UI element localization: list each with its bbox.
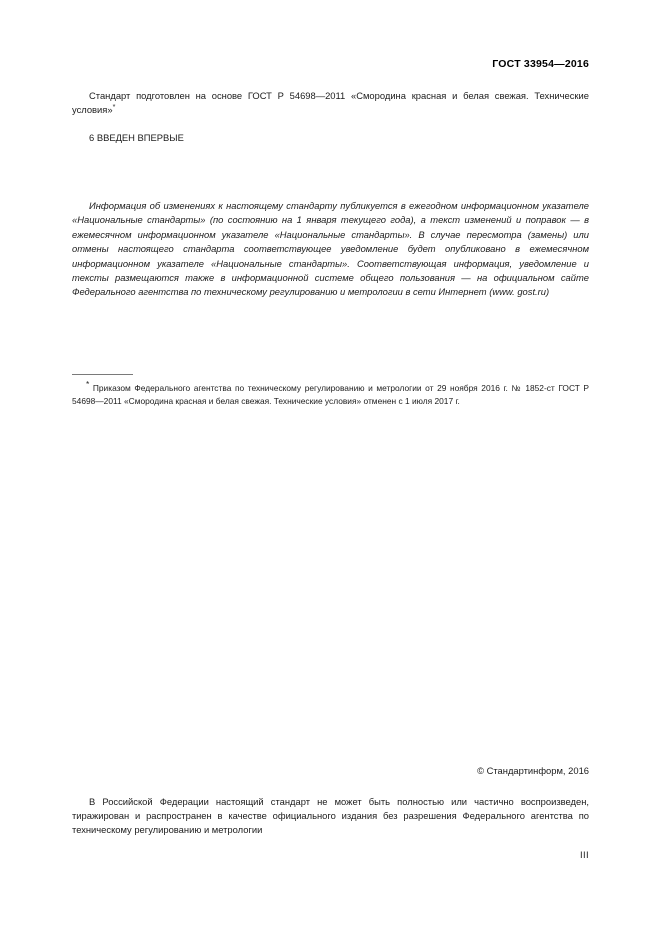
footnote-body xyxy=(72,379,590,407)
introduction-clause: 6 ВВЕДЕН ВПЕРВЫЕ xyxy=(89,132,184,143)
source-standard-note xyxy=(72,89,589,117)
footnote-section xyxy=(72,374,589,407)
footnote-marker: * xyxy=(86,379,90,390)
reproduction-notice: В Российской Федерации настоящий стандарт не может быть полностью или частично воспроизведен, тиражирован и распространен в качестве официального издания без разрешения Федерального агентства по техническому регулированию и метрологии xyxy=(72,796,589,836)
footnote-text: Приказом Федерального агентства по техническому регулированию и метрологии от 29 ноября 2016 г. № 1852-ст ГОСТ Р 54698—2011 «Смородина красная и белая свежая. Технические условия» отменен с 1 июля 2017 г. xyxy=(72,383,590,406)
amendment-notice: Информация об изменениях к настоящему стандарту публикуется в ежегодном информационном указателе «Национальные стандарты» (по состоянию на 1 января текущего года), а текст изменений и поправок — в ежемесячном информационном указателе «Национальные стандарты». В случае пересмотра (замены) или отмены настоящего стандарта соответствующее уведомление будет опубликовано в ежемесячном информационном указателе «Национальные стандарты». Соответствующая информация, уведомление и тексты размещаются также в информационной системе общего пользования — на официальном сайте Федерального агентства по техническому регулированию и метрологии в сети Интернет (www. gost.ru) xyxy=(72,200,589,298)
page-header-standard-number: ГОСТ 33954—2016 xyxy=(492,58,589,70)
footnote-separator-rule xyxy=(72,374,133,375)
page-number: III xyxy=(579,849,589,860)
source-standard-note-text: Стандарт подготовлен на основе ГОСТ Р 54698—2011 «Смородина красная и белая свежая. Технические условия» xyxy=(72,90,589,116)
copyright-line: © Стандартинформ, 2016 xyxy=(477,765,589,776)
source-note-footnote-marker: * xyxy=(112,102,116,112)
